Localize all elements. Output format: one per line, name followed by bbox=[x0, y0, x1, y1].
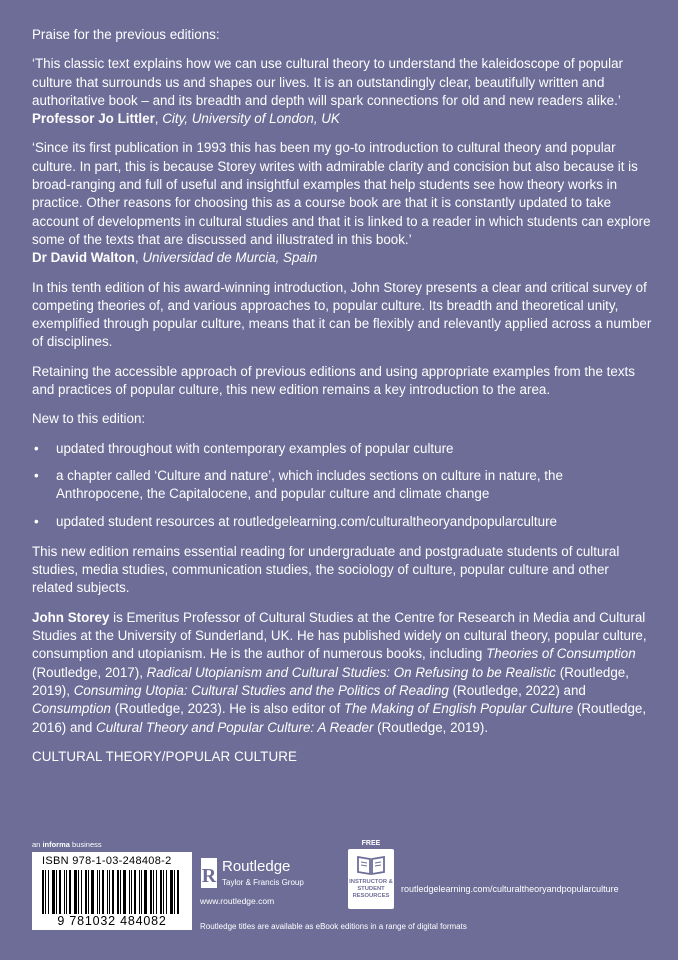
barcode-bar bbox=[78, 870, 79, 914]
free-resources-badge bbox=[344, 840, 398, 909]
barcode-bar bbox=[153, 870, 154, 914]
routledge-r-icon bbox=[200, 858, 218, 888]
quote-1-name: Professor Jo Littler bbox=[32, 111, 155, 127]
quote-1: ‘This classic text explains how we can use cultural theory to understand the kaleidoscope of popular culture that surrounds us and shapes our lives. It is an outstandingly clear, beautifully written and authoritative book – and its breadth and depth will spark connections for old and new readers alike.’ Professor Jo Littler, City, University of London, UK bbox=[32, 56, 624, 127]
open-book-icon bbox=[356, 854, 386, 876]
barcode-bar bbox=[144, 870, 147, 914]
book-title: Consuming Utopia: Cultural Studies and the Politics of Reading bbox=[73, 682, 449, 698]
informa-business-label: an informa business bbox=[32, 840, 102, 849]
quote-2-affiliation: Universidad de Murcia, Spain bbox=[142, 250, 318, 266]
barcode-bar bbox=[42, 870, 44, 914]
barcode-bar bbox=[170, 870, 173, 914]
barcode-bar bbox=[88, 870, 89, 914]
resources-url: routledgelearning.com/culturaltheoryandpopularculture bbox=[401, 884, 619, 894]
book-title: The Making of English Popular Culture bbox=[343, 701, 574, 717]
publisher-url: www.routledge.com bbox=[200, 896, 275, 906]
routledge-logo bbox=[200, 858, 320, 928]
quote-2: ‘Since its first publication in 1993 this has been my go-to introduction to cultural theory and popular culture. In part, this is because Storey writes with admirable clarity and concision but also because it is broad-ranging and full of useful and insightful examples that help students see how theory works in practice. Other reasons for choosing this as a course book are that it is constantly updated to take account of developments in cultural studies and that it is linked to a reader in which students can explore some of the texts that are discussed and illustrated in this book.’ Dr David Walton, Universidad de Murcia, Spain bbox=[32, 140, 651, 266]
publisher-group: Taylor & Francis Group bbox=[222, 878, 304, 887]
barcode-bar bbox=[123, 870, 126, 914]
barcode-bar bbox=[99, 870, 100, 914]
barcode-bar bbox=[134, 870, 136, 914]
barcode-bar bbox=[56, 870, 57, 914]
barcode-digits: 9 781032 484082 bbox=[57, 914, 167, 928]
barcode-bar bbox=[112, 870, 114, 914]
book-title: Consumption bbox=[32, 701, 111, 717]
barcode-bar bbox=[120, 870, 121, 914]
barcode-bar bbox=[139, 870, 140, 914]
new-heading: New to this edition: bbox=[32, 411, 146, 427]
barcode-bar bbox=[64, 870, 65, 914]
barcode-bars bbox=[42, 870, 182, 914]
quote-1-affiliation: City, University of London, UK bbox=[162, 111, 340, 127]
description-2: Retaining the accessible approach of previous editions and using appropriate examples from the texts and practices of popular culture, this new edition remains a key introduction to the area. bbox=[32, 363, 635, 398]
book-title: Theories of Consumption bbox=[486, 646, 636, 662]
new-item: • updated throughout with contemporary examples of popular culture bbox=[32, 440, 652, 458]
barcode-bar bbox=[91, 870, 94, 914]
barcode-bar bbox=[45, 870, 46, 914]
barcode-bar bbox=[102, 870, 104, 914]
badge-text: INSTRUCTOR & STUDENT RESOURCES bbox=[349, 879, 393, 899]
new-item: • a chapter called ‘Culture and nature’, which includes sections on culture in nature, the Anthropocene, the Capitalocene, and popular culture and climate change bbox=[32, 467, 652, 504]
barcode-bar bbox=[117, 870, 119, 914]
barcode-bar bbox=[150, 870, 152, 914]
praise-heading: Praise for the previous editions: bbox=[32, 27, 220, 42]
barcode-bar bbox=[59, 870, 61, 914]
book-title: Radical Utopianism and Cultural Studies: On Refusing to be Realistic bbox=[146, 664, 557, 680]
isbn-number: ISBN 978-1-03-248408-2 bbox=[42, 855, 172, 867]
barcode-bar bbox=[48, 870, 49, 914]
barcode-bar bbox=[141, 870, 142, 914]
author-name: John Storey bbox=[32, 609, 110, 625]
quote-2-text: ‘Since its first publication in 1993 this has been my go-to introduction to cultural theory and popular culture. In part, this is because Storey writes with admirable clarity and concision but also because it is broad-ranging and full of useful and insightful examples that help students see how theory works in practice. Other reasons for choosing this as a course book are that it is constantly updated to take account of developments in cultural studies and that it is linked to a reader in which students can explore some of the texts that are discussed and illustrated in this book.’ bbox=[32, 140, 651, 247]
barcode-bar bbox=[160, 870, 162, 914]
subject-category: CULTURAL THEORY/POPULAR CULTURE bbox=[32, 748, 298, 764]
ebook-note: Routledge titles are available as eBook editions in a range of digital formats bbox=[200, 922, 467, 931]
back-cover-text bbox=[32, 26, 652, 777]
publisher-name: Routledge bbox=[222, 858, 291, 875]
quote-2-name: Dr David Walton bbox=[32, 250, 135, 266]
isbn-barcode bbox=[32, 852, 192, 930]
free-label: FREE bbox=[361, 840, 381, 847]
quote-1-text: ‘This classic text explains how we can use cultural theory to understand the kaleidoscope of popular culture that surrounds us and shapes our lives. It is an outstandingly clear, beautifully written and authoritative book – and its breadth and depth will spark connections for old and new readers alike.’ bbox=[32, 56, 624, 108]
barcode-bar bbox=[129, 870, 130, 914]
barcode-bar bbox=[97, 870, 98, 914]
barcode-bar bbox=[66, 870, 67, 914]
barcode-bar bbox=[52, 870, 55, 914]
barcode-bar bbox=[74, 870, 77, 914]
barcode-bar bbox=[109, 870, 110, 914]
barcode-bar bbox=[156, 870, 157, 914]
barcode-bar bbox=[131, 870, 132, 914]
book-title: Cultural Theory and Popular Culture: A Reader bbox=[96, 719, 374, 735]
cover-footer bbox=[32, 836, 652, 946]
new-items-list bbox=[32, 440, 652, 531]
new-item: • updated student resources at routledgelearning.com/culturaltheoryandpopularculture bbox=[32, 513, 652, 531]
barcode-bar bbox=[174, 870, 175, 914]
barcode-bar bbox=[163, 870, 164, 914]
svg-text:R: R bbox=[201, 865, 217, 887]
barcode-bar bbox=[166, 870, 167, 914]
barcode-bar bbox=[81, 870, 82, 914]
readership: This new edition remains essential reading for undergraduate and postgraduate students of cultural studies, media studies, communication studies, the sociology of culture, popular culture and other related subjects. bbox=[32, 543, 620, 596]
description-1: In this tenth edition of his award-winning introduction, John Storey presents a clear and critical survey of competing theories of, and various approaches to, popular culture. Its breadth and theoretical unity, exemplified through popular culture, means that it can be flexibly and relevantly applied across a number of disciplines. bbox=[32, 279, 652, 350]
barcode-bar bbox=[107, 870, 108, 914]
author-bio: John Storey is Emeritus Professor of Cultural Studies at the Centre for Research in Media and Cultural Studies at the University of Sunderland, UK. He has published widely on cultural theory, popular culture, consumption and utopianism. He is the author of numerous books, including Theories of Consumption (Routledge, 2017), Radical Utopianism and Cultural Studies: On Refusing to be Realistic (Routledge, 2019), Consuming Utopia: Cultural Studies and the Politics of Reading (Routledge, 2022) and Consumption (Routledge, 2023). He is also editor of The Making of English Popular Culture (Routledge, 2016) and Cultural Theory and Popular Culture: A Reader (Routledge, 2019). bbox=[32, 609, 647, 735]
barcode-bar bbox=[69, 870, 71, 914]
barcode-bar bbox=[85, 870, 87, 914]
barcode-bar bbox=[177, 870, 179, 914]
